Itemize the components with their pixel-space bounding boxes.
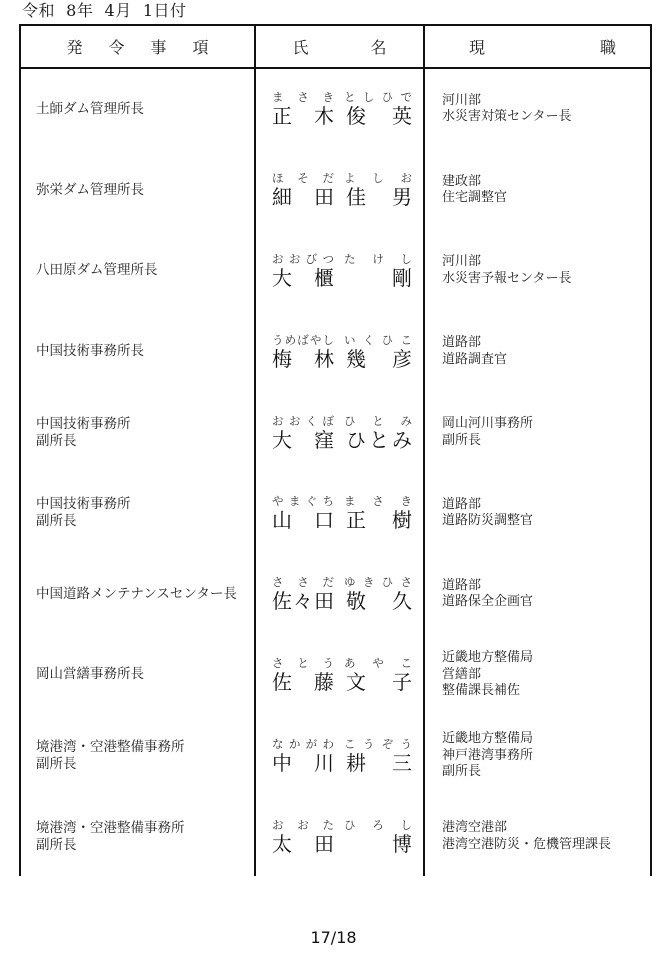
name-char: と bbox=[369, 427, 389, 452]
name-cell bbox=[272, 231, 412, 312]
name-char: 林 bbox=[314, 346, 334, 371]
name-char: さ bbox=[372, 494, 384, 509]
current-position-cell bbox=[442, 150, 652, 231]
current-position-line: 住宅調整官 bbox=[442, 190, 508, 206]
current-position-cell bbox=[442, 635, 652, 716]
table-body bbox=[21, 69, 650, 876]
name-char: び bbox=[305, 251, 318, 266]
current-position-line: 神戸港湾事務所 bbox=[442, 747, 534, 763]
name-char: 櫃 bbox=[314, 265, 334, 290]
name-char: し bbox=[322, 332, 334, 347]
person-name bbox=[272, 266, 412, 290]
name-char: と bbox=[344, 90, 356, 105]
name-char: さ bbox=[400, 575, 412, 590]
assignment-line: 境港湾・空港整備事務所 bbox=[36, 738, 185, 755]
name-char: お bbox=[288, 251, 301, 266]
name-char: い bbox=[344, 332, 356, 347]
assignment-cell bbox=[36, 150, 252, 231]
person-name bbox=[272, 508, 412, 532]
name-char: 文 bbox=[346, 669, 366, 694]
assignment-line: 弥栄ダム管理所長 bbox=[36, 181, 144, 198]
name-char: 久 bbox=[392, 589, 412, 614]
assignment-line: 副所長 bbox=[36, 432, 77, 449]
person-name bbox=[272, 670, 412, 694]
name-cell bbox=[272, 715, 412, 796]
personnel-table bbox=[19, 24, 652, 876]
name-char: 樹 bbox=[392, 508, 412, 533]
furigana bbox=[272, 414, 412, 428]
name-cell bbox=[272, 796, 412, 877]
assignment-cell bbox=[36, 231, 252, 312]
issue-date: 令和 8年 4月 1日付 bbox=[22, 1, 187, 20]
header-name bbox=[256, 26, 423, 67]
assignment-line: 中国技術事務所 bbox=[36, 415, 131, 432]
table-row bbox=[21, 635, 650, 716]
person-name bbox=[272, 832, 412, 856]
person-name bbox=[272, 347, 412, 371]
name-char: き bbox=[362, 575, 375, 590]
furigana bbox=[272, 494, 412, 508]
table-row bbox=[21, 473, 650, 554]
name-char: ほ bbox=[272, 171, 284, 186]
person-name bbox=[272, 751, 412, 775]
name-char: や bbox=[372, 655, 384, 670]
name-family bbox=[272, 104, 334, 128]
furigana-family bbox=[272, 414, 334, 428]
table-row bbox=[21, 150, 650, 231]
furigana-family bbox=[272, 494, 334, 508]
name-char: 耕 bbox=[346, 750, 366, 775]
furigana bbox=[272, 575, 412, 589]
assignment-cell bbox=[36, 392, 252, 473]
table-row bbox=[21, 231, 650, 312]
name-char: た bbox=[322, 817, 334, 832]
name-family bbox=[272, 347, 334, 371]
furigana bbox=[272, 333, 412, 347]
name-cell bbox=[272, 311, 412, 392]
name-char: 川 bbox=[314, 750, 334, 775]
name-given bbox=[346, 832, 412, 856]
current-position-line: 整備課長補佐 bbox=[442, 683, 521, 699]
current-position-line: 道路部 bbox=[442, 577, 482, 593]
person-name bbox=[272, 428, 412, 452]
current-position-cell bbox=[442, 796, 652, 877]
furigana-given bbox=[344, 171, 412, 185]
assignment-line: 副所長 bbox=[36, 755, 77, 772]
name-char: 々 bbox=[293, 589, 313, 614]
current-position-cell bbox=[442, 473, 652, 554]
current-position-cell bbox=[442, 69, 652, 150]
furigana-given bbox=[344, 414, 412, 428]
name-char: か bbox=[288, 736, 301, 751]
table-row bbox=[21, 311, 650, 392]
current-position-line: 河川部 bbox=[442, 92, 482, 108]
name-given bbox=[346, 751, 412, 775]
name-char: 田 bbox=[314, 185, 334, 210]
furigana bbox=[272, 90, 412, 104]
name-char: 細 bbox=[272, 185, 292, 210]
furigana bbox=[272, 171, 412, 185]
current-position-line: 建政部 bbox=[442, 173, 482, 189]
assignment-cell bbox=[36, 635, 252, 716]
name-given bbox=[346, 428, 412, 452]
name-char: よ bbox=[344, 171, 356, 186]
name-given bbox=[346, 670, 412, 694]
name-char: ぞ bbox=[381, 736, 394, 751]
name-char: と bbox=[297, 655, 309, 670]
name-char: ゆ bbox=[344, 575, 356, 590]
current-position-line: 道路調査官 bbox=[442, 351, 508, 367]
table-row bbox=[21, 554, 650, 635]
name-char: 博 bbox=[392, 831, 412, 856]
current-position-line: 河川部 bbox=[442, 254, 482, 270]
name-char: 正 bbox=[272, 104, 292, 129]
name-cell bbox=[272, 392, 412, 473]
name-char: 大 bbox=[272, 265, 292, 290]
current-position-line: 道路保全企画官 bbox=[442, 594, 534, 610]
name-cell bbox=[272, 554, 412, 635]
name-char: さ bbox=[297, 90, 309, 105]
furigana-given bbox=[344, 90, 412, 104]
name-char: あ bbox=[344, 655, 356, 670]
furigana-family bbox=[272, 656, 334, 670]
name-char: し bbox=[362, 90, 375, 105]
name-char: ぼ bbox=[322, 413, 334, 428]
current-position-line: 副所長 bbox=[442, 764, 482, 780]
name-char: わ bbox=[322, 736, 334, 751]
name-char: 田 bbox=[314, 589, 334, 614]
furigana bbox=[272, 737, 412, 751]
name-char: お bbox=[272, 413, 284, 428]
furigana-family bbox=[272, 252, 334, 266]
name-char: ひ bbox=[381, 332, 394, 347]
name-char: ひ bbox=[381, 575, 394, 590]
assignment-cell bbox=[36, 796, 252, 877]
current-position-line: 岡山河川事務所 bbox=[442, 416, 534, 432]
name-family bbox=[272, 670, 334, 694]
name-char: 山 bbox=[272, 508, 292, 533]
name-char: や bbox=[309, 332, 322, 347]
name-char: 梅 bbox=[272, 346, 292, 371]
current-position-line: 近畿地方整備局 bbox=[442, 650, 534, 666]
current-position-line: 水災害予報センター長 bbox=[442, 270, 572, 286]
name-char: 英 bbox=[392, 104, 412, 129]
assignment-line: 境港湾・空港整備事務所 bbox=[36, 819, 185, 836]
header-char: 氏 bbox=[292, 38, 309, 57]
name-family bbox=[272, 751, 334, 775]
furigana-family bbox=[272, 171, 334, 185]
name-char: ひ bbox=[381, 90, 394, 105]
name-char: さ bbox=[272, 575, 284, 590]
assignment-line: 中国道路メンテナンスセンター長 bbox=[36, 585, 237, 602]
header-char: 令 bbox=[108, 38, 125, 57]
furigana-given bbox=[344, 333, 412, 347]
name-char: さ bbox=[297, 575, 309, 590]
assignment-line: 副所長 bbox=[36, 513, 77, 530]
name-char: 木 bbox=[314, 104, 334, 129]
current-position-line: 道路部 bbox=[442, 335, 482, 351]
current-position-cell bbox=[442, 554, 652, 635]
assignment-line: 中国技術事務所長 bbox=[36, 343, 144, 360]
table-row bbox=[21, 69, 650, 150]
name-char: で bbox=[400, 90, 412, 105]
name-char: お bbox=[400, 171, 412, 186]
name-char: 大 bbox=[272, 427, 292, 452]
name-char: と bbox=[372, 413, 384, 428]
header-char: 項 bbox=[192, 38, 209, 57]
name-family bbox=[272, 428, 334, 452]
furigana bbox=[272, 656, 412, 670]
furigana-given bbox=[344, 737, 412, 751]
current-position-line: 道路防災調整官 bbox=[442, 513, 534, 529]
furigana bbox=[272, 252, 412, 266]
furigana-family bbox=[272, 90, 334, 104]
name-char: 田 bbox=[314, 831, 334, 856]
name-cell bbox=[272, 635, 412, 716]
name-given bbox=[346, 508, 412, 532]
name-char: ひ bbox=[344, 413, 356, 428]
person-name bbox=[272, 104, 412, 128]
name-char: み bbox=[400, 413, 412, 428]
name-char: お bbox=[272, 251, 284, 266]
name-cell bbox=[272, 473, 412, 554]
name-char: 敬 bbox=[346, 589, 366, 614]
name-char: こ bbox=[400, 655, 412, 670]
assignment-cell bbox=[36, 69, 252, 150]
name-char: た bbox=[344, 251, 356, 266]
name-char: う bbox=[322, 655, 334, 670]
name-char: 佐 bbox=[272, 589, 292, 614]
name-char: だ bbox=[322, 575, 334, 590]
name-char: そ bbox=[297, 171, 309, 186]
name-char: し bbox=[372, 171, 384, 186]
name-char: 男 bbox=[392, 185, 412, 210]
current-position-line: 港湾空港防災・危機管理課長 bbox=[442, 836, 612, 852]
person-name bbox=[272, 185, 412, 209]
name-char: ま bbox=[288, 494, 301, 509]
assignment-line: 中国技術事務所 bbox=[36, 496, 131, 513]
current-position-cell bbox=[442, 715, 652, 796]
current-position-cell bbox=[442, 231, 652, 312]
furigana-given bbox=[344, 818, 412, 832]
name-family bbox=[272, 832, 334, 856]
current-position-line: 水災害対策センター長 bbox=[442, 109, 572, 125]
table-row bbox=[21, 392, 650, 473]
name-char: つ bbox=[322, 251, 334, 266]
name-family bbox=[272, 266, 334, 290]
furigana-family bbox=[272, 818, 334, 832]
name-char: う bbox=[362, 736, 375, 751]
name-char: が bbox=[305, 736, 318, 751]
name-char: み bbox=[392, 427, 412, 452]
name-char: ろ bbox=[372, 817, 384, 832]
name-family bbox=[272, 185, 334, 209]
name-char: 太 bbox=[272, 831, 292, 856]
header-assignment bbox=[21, 26, 254, 67]
name-char: し bbox=[400, 251, 412, 266]
name-char: 佐 bbox=[272, 669, 292, 694]
name-given bbox=[346, 266, 412, 290]
header-char: 現 bbox=[469, 38, 486, 57]
table-header bbox=[21, 26, 650, 69]
assignment-cell bbox=[36, 473, 252, 554]
page-number: 17/18 bbox=[310, 928, 357, 947]
header-char: 名 bbox=[370, 38, 387, 57]
name-char: 子 bbox=[392, 669, 412, 694]
name-given bbox=[346, 104, 412, 128]
assignment-line: 八田原ダム管理所長 bbox=[36, 262, 158, 279]
name-char: き bbox=[322, 90, 334, 105]
assignment-cell bbox=[36, 311, 252, 392]
header-char: 発 bbox=[66, 38, 83, 57]
assignment-line: 副所長 bbox=[36, 836, 77, 853]
furigana-family bbox=[272, 737, 334, 751]
person-name bbox=[272, 589, 412, 613]
name-char: お bbox=[297, 817, 309, 832]
current-position-line: 道路部 bbox=[442, 496, 482, 512]
name-char: お bbox=[272, 817, 284, 832]
assignment-cell bbox=[36, 554, 252, 635]
name-char: 三 bbox=[392, 750, 412, 775]
name-char: 正 bbox=[346, 508, 366, 533]
name-char: お bbox=[288, 413, 301, 428]
header-char: 職 bbox=[599, 38, 616, 57]
assignment-line: 土師ダム管理所長 bbox=[36, 100, 144, 117]
name-char: く bbox=[305, 413, 318, 428]
table-row bbox=[21, 796, 650, 877]
name-char: ひ bbox=[346, 427, 366, 452]
furigana-given bbox=[344, 575, 412, 589]
name-char: 藤 bbox=[314, 669, 334, 694]
name-char: さ bbox=[272, 655, 284, 670]
name-char: こ bbox=[344, 736, 356, 751]
furigana-given bbox=[344, 494, 412, 508]
furigana-family bbox=[272, 575, 334, 589]
header-char: 事 bbox=[150, 38, 167, 57]
name-given bbox=[346, 589, 412, 613]
name-char: ひ bbox=[344, 817, 356, 832]
header-current-position bbox=[425, 26, 652, 67]
name-char: ぐ bbox=[305, 494, 318, 509]
name-char: ば bbox=[297, 332, 309, 347]
name-char: ま bbox=[272, 90, 284, 105]
name-char: 剛 bbox=[392, 265, 412, 290]
name-char: 口 bbox=[314, 508, 334, 533]
name-char: 幾 bbox=[346, 346, 366, 371]
name-family bbox=[272, 589, 334, 613]
furigana-family bbox=[272, 333, 334, 347]
name-char: 彦 bbox=[392, 346, 412, 371]
name-cell bbox=[272, 69, 412, 150]
name-char: や bbox=[272, 494, 284, 509]
name-char: け bbox=[372, 251, 384, 266]
name-family bbox=[272, 508, 334, 532]
name-char: こ bbox=[400, 332, 412, 347]
current-position-cell bbox=[442, 311, 652, 392]
name-given bbox=[346, 185, 412, 209]
name-char: う bbox=[400, 736, 412, 751]
assignment-line: 岡山営繕事務所長 bbox=[36, 666, 144, 683]
name-char: ま bbox=[344, 494, 356, 509]
furigana-given bbox=[344, 656, 412, 670]
name-char: う bbox=[272, 332, 284, 347]
current-position-cell bbox=[442, 392, 652, 473]
name-char: な bbox=[272, 736, 284, 751]
current-position-line: 副所長 bbox=[442, 432, 482, 448]
name-char: 佳 bbox=[346, 185, 366, 210]
name-char: し bbox=[400, 817, 412, 832]
name-char: だ bbox=[322, 171, 334, 186]
name-char: め bbox=[284, 332, 297, 347]
current-position-line: 営繕部 bbox=[442, 666, 482, 682]
name-given bbox=[346, 347, 412, 371]
name-char: 窪 bbox=[314, 427, 334, 452]
assignment-cell bbox=[36, 715, 252, 796]
name-char: き bbox=[400, 494, 412, 509]
name-cell bbox=[272, 150, 412, 231]
name-char: 中 bbox=[272, 750, 292, 775]
furigana bbox=[272, 818, 412, 832]
current-position-line: 近畿地方整備局 bbox=[442, 731, 534, 747]
name-char: ち bbox=[322, 494, 334, 509]
furigana-given bbox=[344, 252, 412, 266]
name-char: 俊 bbox=[346, 104, 366, 129]
table-row bbox=[21, 715, 650, 796]
name-char: く bbox=[362, 332, 375, 347]
current-position-line: 港湾空港部 bbox=[442, 820, 508, 836]
